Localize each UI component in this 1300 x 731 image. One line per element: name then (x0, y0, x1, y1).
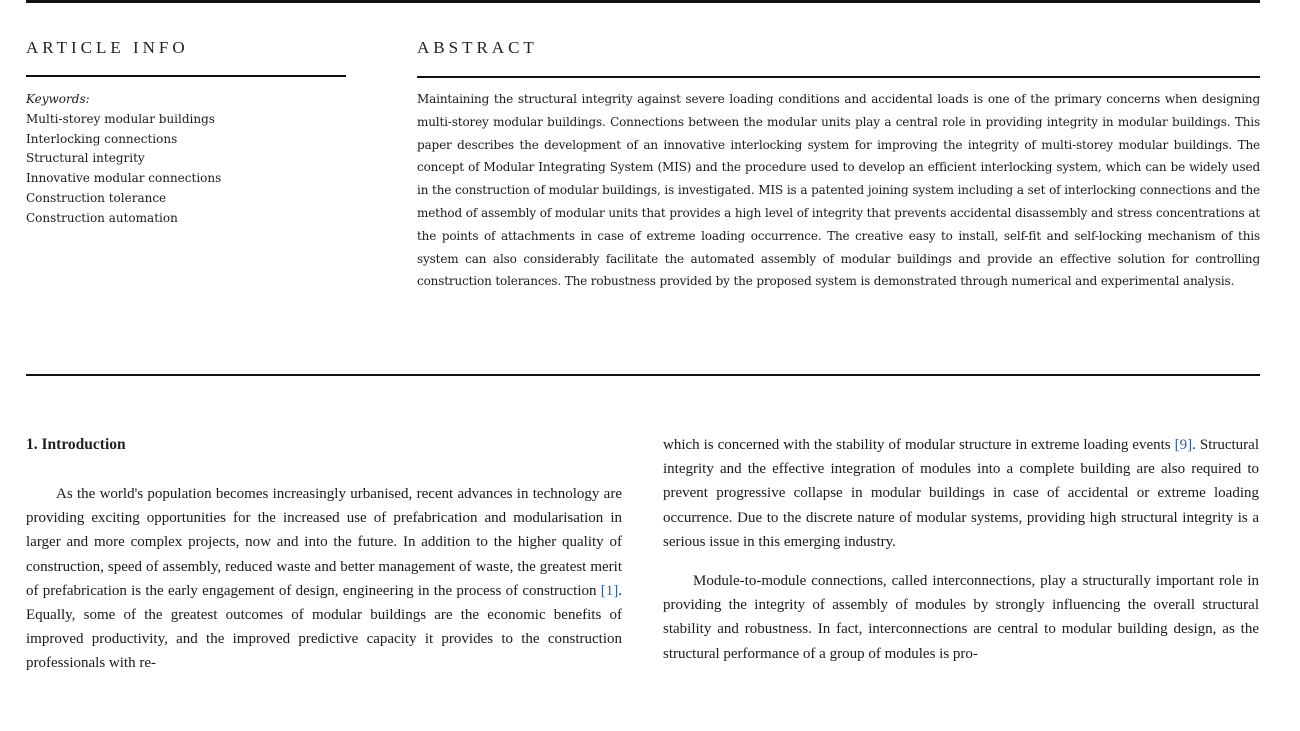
paragraph-text: . Structural integrity and the effective integration of modules into a complete building are also required to prevent progressive collapse in modular buildings in case of accidental or extreme loading occurrence. Due to the discrete nature of modular systems, providing high structural integrity is a serious issue in this emerging industry. (663, 437, 1260, 550)
abstract-text: Maintaining the structural integrity against severe loading conditions and accidental loads is one of the primary concerns when designing multi-storey modular buildings. Connections between the modular units play a central role in providing integrity in modular buildings. This paper describes the development of an innovative interlocking system for improving the integrity of multi-storey modular buildings. The concept of Modular Integrating System (MIS) and the procedure used to develop an efficient interlocking system, which can be widely used in the construction of modular buildings, is investigated. MIS is a patented joining system including a set of interlocking connections and the method of assembly of modular units that provides a high level of integrity that prevents accidental disassembly and stress concentrations at the points of attachments in case of extreme loading occurrence. The creative easy to install, self-fit and self-locking mechanism of this system can also considerably facilitate the automated assembly of modular buildings and provide an effective solution for controlling construction tolerances. The robustness provided by the proposed system is demonstrated through numerical and experimental analysis. (417, 92, 1260, 289)
introduction-heading: 1. Introduction (26, 436, 126, 453)
intro-paragraph (26, 482, 622, 676)
intro-paragraph: Module-to-module connections, called interconnections, play a structurally important role in providing the integrity of assembly of modules by strongly influencing the overall structural stability and robustness. In fact, interconnections are central to modular building design, as the structural performance of a group of modules is pro- (663, 573, 1259, 662)
citation-link[interactable]: [1] (600, 582, 619, 599)
keyword-item: Multi-storey modular buildings (26, 111, 215, 126)
keyword-item: Structural integrity (26, 151, 145, 166)
abstract-heading: ABSTRACT (417, 38, 538, 57)
intro-paragraph (663, 433, 1259, 554)
abstract-rule (417, 76, 1260, 78)
paragraph-text: As the world's population becomes increasingly urbanised, recent advances in technology are providing exciting opportunities for the increased use of prefabrication and modularisation in larger and more complex projects, now and into the future. In addition to the higher quality of construction, speed of assembly, reduced waste and better management of waste, the greatest merit of prefabrication is the early engagement of design, engineering in the process of construction (26, 486, 622, 599)
paragraph-text: which is concerned with the stability of modular structure in extreme loading events (663, 437, 1171, 453)
body-column-left (26, 482, 622, 676)
article-info-rule (26, 75, 346, 77)
top-rule (26, 0, 1260, 3)
header-bottom-rule (26, 374, 1260, 376)
keywords-block (26, 90, 346, 229)
keyword-item: Interlocking connections (26, 131, 178, 146)
keyword-item: Construction tolerance (26, 190, 167, 205)
keyword-item: Innovative modular connections (26, 171, 222, 186)
keyword-item: Construction automation (26, 210, 178, 225)
citation-link[interactable]: [9] (1174, 437, 1193, 453)
article-info-heading: ARTICLE INFO (26, 38, 189, 57)
paragraph-text: . Equally, some of the greatest outcomes of modular buildings are the economic benefits of improved productivity, and the improved predictive capacity it provides to the construction professionals with re- (26, 582, 623, 672)
body-column-right (663, 433, 1259, 666)
keywords-label: Keywords: (26, 92, 90, 106)
